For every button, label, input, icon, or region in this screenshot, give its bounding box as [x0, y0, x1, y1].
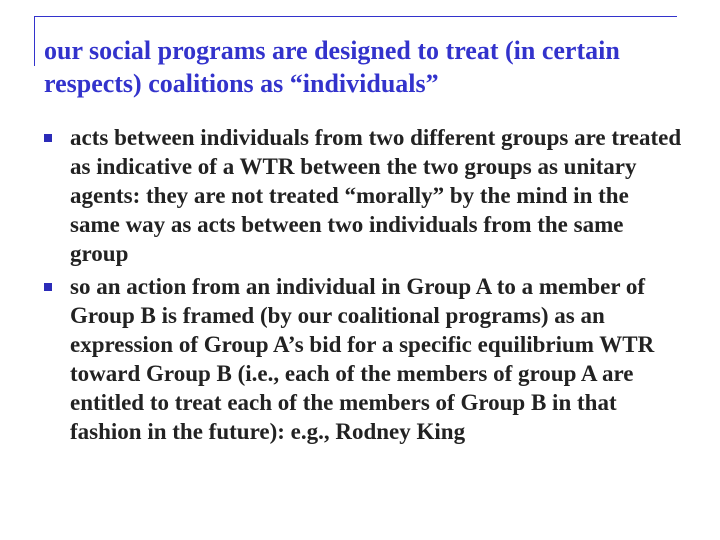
bullet-text: acts between individuals from two different groups are treated as indicative of a WTR between the two groups as unitary agents: they are not treated “morally” by the mind in the same way as acts between two individuals from the same group	[70, 125, 682, 266]
slide-title: our social programs are designed to treat (in certain respects) coalitions as “individuals”	[44, 36, 620, 98]
bullet-item	[44, 123, 684, 268]
bullet-list	[44, 123, 684, 450]
square-bullet-icon	[44, 283, 52, 291]
bullet-item	[44, 272, 684, 446]
left-rule	[34, 16, 35, 66]
bullet-text: so an action from an individual in Group A to a member of Group B is framed (by our coalitional programs) as an expression of Group A’s bid for a specific equilibrium WTR toward Group B (i.e., each of the members of group A are entitled to treat each of the members of Group B in that fashion in the future): e.g., Rodney King	[70, 274, 655, 444]
square-bullet-icon	[44, 134, 52, 142]
top-rule	[34, 16, 677, 17]
